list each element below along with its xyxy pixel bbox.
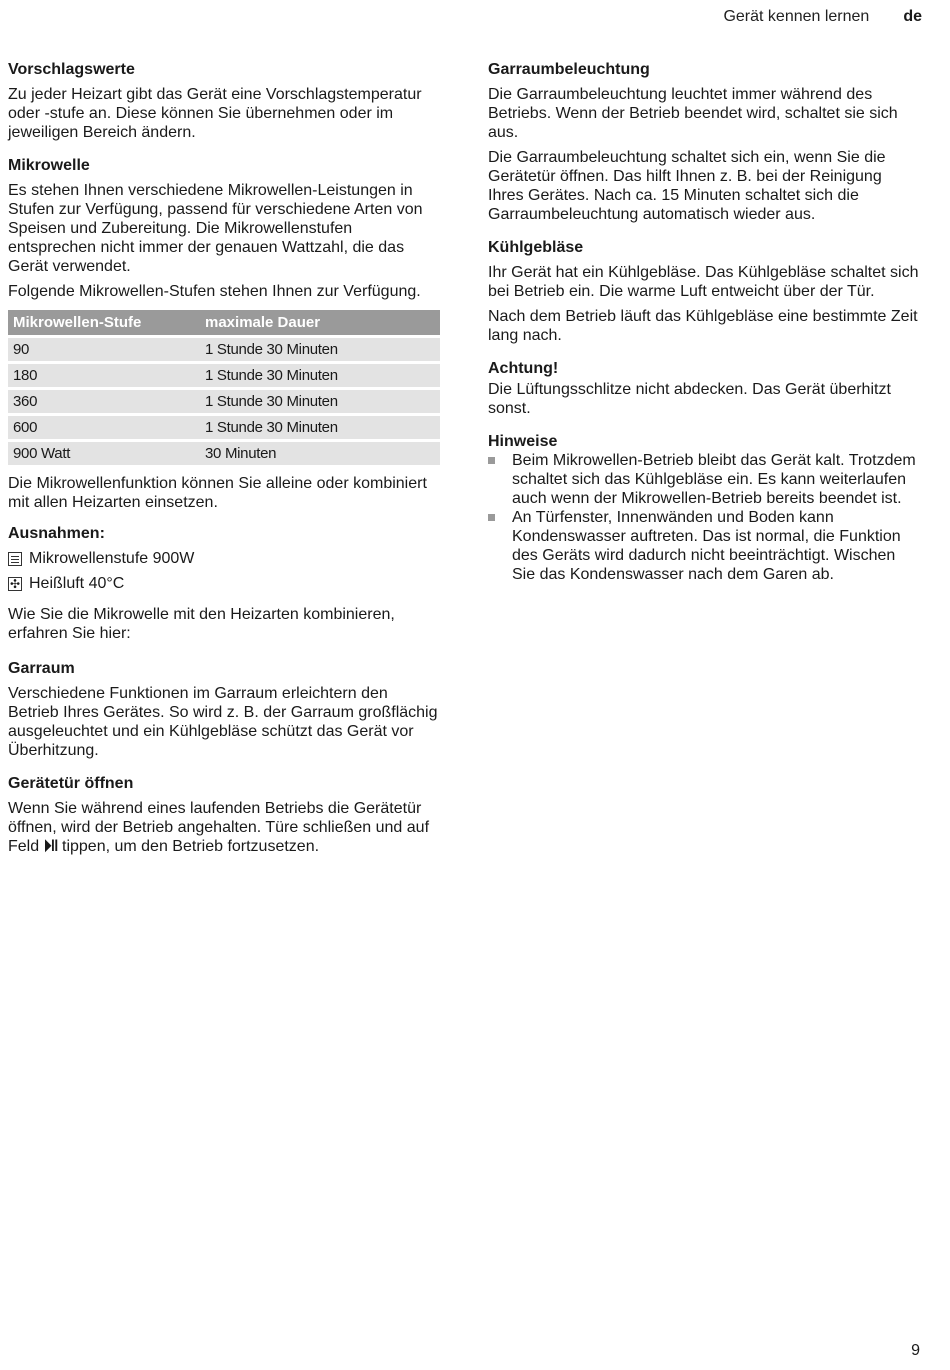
text-geraetetuer-a: Wenn Sie während eines laufenden Betriebs die Gerätetür öffnen, wird der Betrieb angehalten. Türe schließen und auf Feld (8, 800, 430, 855)
heading-mikrowelle: Mikrowelle (8, 157, 90, 174)
right-column (488, 60, 920, 598)
hints-list (488, 451, 920, 584)
text-geraetetuer (8, 799, 440, 856)
table-row (8, 442, 440, 465)
table-header-row (8, 310, 440, 335)
exception-item-microwave (8, 549, 440, 568)
exception-item-hotair (8, 574, 440, 593)
section-kuehlgeblaese (488, 238, 920, 345)
table-cell: 90 (8, 338, 200, 361)
table-cell: 1 Stunde 30 Minuten (200, 364, 440, 387)
table-header-cell: Mikrowellen-Stufe (8, 310, 200, 335)
section-achtung (488, 359, 920, 418)
section-mikrowelle (8, 156, 440, 512)
heading-vorschlagswerte: Vorschlagswerte (8, 61, 135, 78)
square-bullet-icon (488, 457, 495, 464)
table-row (8, 364, 440, 387)
heading-kuehlgeblaese: Kühlgebläse (488, 239, 584, 256)
table-cell: 30 Minuten (200, 442, 440, 465)
list-item (488, 451, 920, 508)
text-beleuchtung-2: Die Garraumbeleuchtung schaltet sich ein, wenn Sie die Gerätetür öffnen. Das hilft Ihnen z. B. bei der Reinigung Ihres Gerätes. Nach ca. 15 Minuten schaltet sich die Garraumbeleuchtung automatisch wieder aus. (488, 149, 886, 223)
table-cell: 900 Watt (8, 442, 200, 465)
text-garraum: Verschiedene Funktionen im Garraum erleichtern den Betrieb Ihres Gerätes. So wird z. B. der Garraum großflächig ausgeleuchtet und ein Kühlgebläse schützt das Gerät vor Überhitzung. (8, 685, 438, 759)
section-garraumbeleuchtung (488, 60, 920, 224)
left-column (8, 60, 440, 870)
text-achtung: Die Lüftungsschlitze nicht abdecken. Das Gerät überhitzt sonst. (488, 381, 891, 417)
language-tag: de (903, 8, 922, 25)
text-geraetetuer-b: tippen, um den Betrieb fortzusetzen. (62, 838, 320, 855)
exception-label: Heißluft 40°C (29, 575, 125, 592)
table-cell: 1 Stunde 30 Minuten (200, 390, 440, 413)
table-cell: 1 Stunde 30 Minuten (200, 338, 440, 361)
play-pause-icon: ⏵‖ (43, 838, 58, 855)
text-mikrowelle-2: Folgende Mikrowellen-Stufen stehen Ihnen zur Verfügung. (8, 283, 421, 300)
table-row (8, 390, 440, 413)
heading-garraumbeleuchtung: Garraumbeleuchtung (488, 61, 650, 78)
microwave-icon (8, 552, 22, 566)
text-mikrowelle-3: Die Mikrowellenfunktion können Sie alleine oder kombiniert mit allen Heizarten einsetzen. (8, 475, 427, 511)
text-beleuchtung-1: Die Garraumbeleuchtung leuchtet immer während des Betriebs. Wenn der Betrieb beendet wird, schaltet sie sich aus. (488, 86, 898, 141)
table-row (8, 416, 440, 439)
square-bullet-icon (488, 514, 495, 521)
table-cell: 1 Stunde 30 Minuten (200, 416, 440, 439)
header-title: Gerät kennen lernen (723, 8, 870, 25)
page-number: 9 (911, 1342, 920, 1359)
table-cell: 600 (8, 416, 200, 439)
table-cell: 360 (8, 390, 200, 413)
text-vorschlagswerte: Zu jeder Heizart gibt das Gerät eine Vorschlagstemperatur oder -stufe an. Diese können Sie übernehmen oder im jeweiligen Bereich ändern. (8, 86, 422, 141)
section-geraetetuer (8, 774, 440, 856)
section-vorschlagswerte (8, 60, 440, 142)
heading-garraum: Garraum (8, 660, 75, 677)
section-garraum (8, 659, 440, 760)
hint-text: Beim Mikrowellen-Betrieb bleibt das Gerät kalt. Trotzdem schaltet sich das Kühlgebläse ein. Es kann weiterlaufen auch wenn der Mikrowellen-Betrieb bereits beendet ist. (512, 452, 916, 507)
text-kuehl-2: Nach dem Betrieb läuft das Kühlgebläse eine bestimmte Zeit lang nach. (488, 308, 918, 344)
list-item (488, 508, 920, 584)
page-header (723, 8, 922, 26)
table-row (8, 338, 440, 361)
table-header-cell: maximale Dauer (200, 310, 440, 335)
microwave-levels-table (8, 307, 440, 468)
fan-icon (8, 577, 22, 591)
text-mikrowelle-1: Es stehen Ihnen verschiedene Mikrowellen-Leistungen in Stufen zur Verfügung, passend für verschiedene Arten von Speisen und Zubereitung. Die Mikrowellenstufen entsprechen nicht immer der genauen Wattzahl, die das Gerät verwendet. (8, 182, 423, 275)
text-kuehl-1: Ihr Gerät hat ein Kühlgebläse. Das Kühlgebläse schaltet sich bei Betrieb ein. Die warme Luft entweicht über der Tür. (488, 264, 919, 300)
table-cell: 180 (8, 364, 200, 387)
heading-ausnahmen: Ausnahmen: (8, 525, 105, 542)
section-hinweise (488, 432, 920, 584)
exception-label: Mikrowellenstufe 900W (29, 550, 195, 567)
heading-geraetetuer: Gerätetür öffnen (8, 775, 134, 792)
heading-hinweise: Hinweise (488, 433, 558, 450)
heading-achtung: Achtung! (488, 360, 559, 377)
text-ausnahmen: Wie Sie die Mikrowelle mit den Heizarten kombinieren, erfahren Sie hier: (8, 606, 395, 642)
section-ausnahmen (8, 524, 440, 643)
hint-text: An Türfenster, Innenwänden und Boden kann Kondenswasser auftreten. Das ist normal, die Funktion des Geräts wird dadurch nicht beeinträchtigt. Wischen Sie das Kondenswasser nach dem Garen ab. (512, 509, 901, 583)
